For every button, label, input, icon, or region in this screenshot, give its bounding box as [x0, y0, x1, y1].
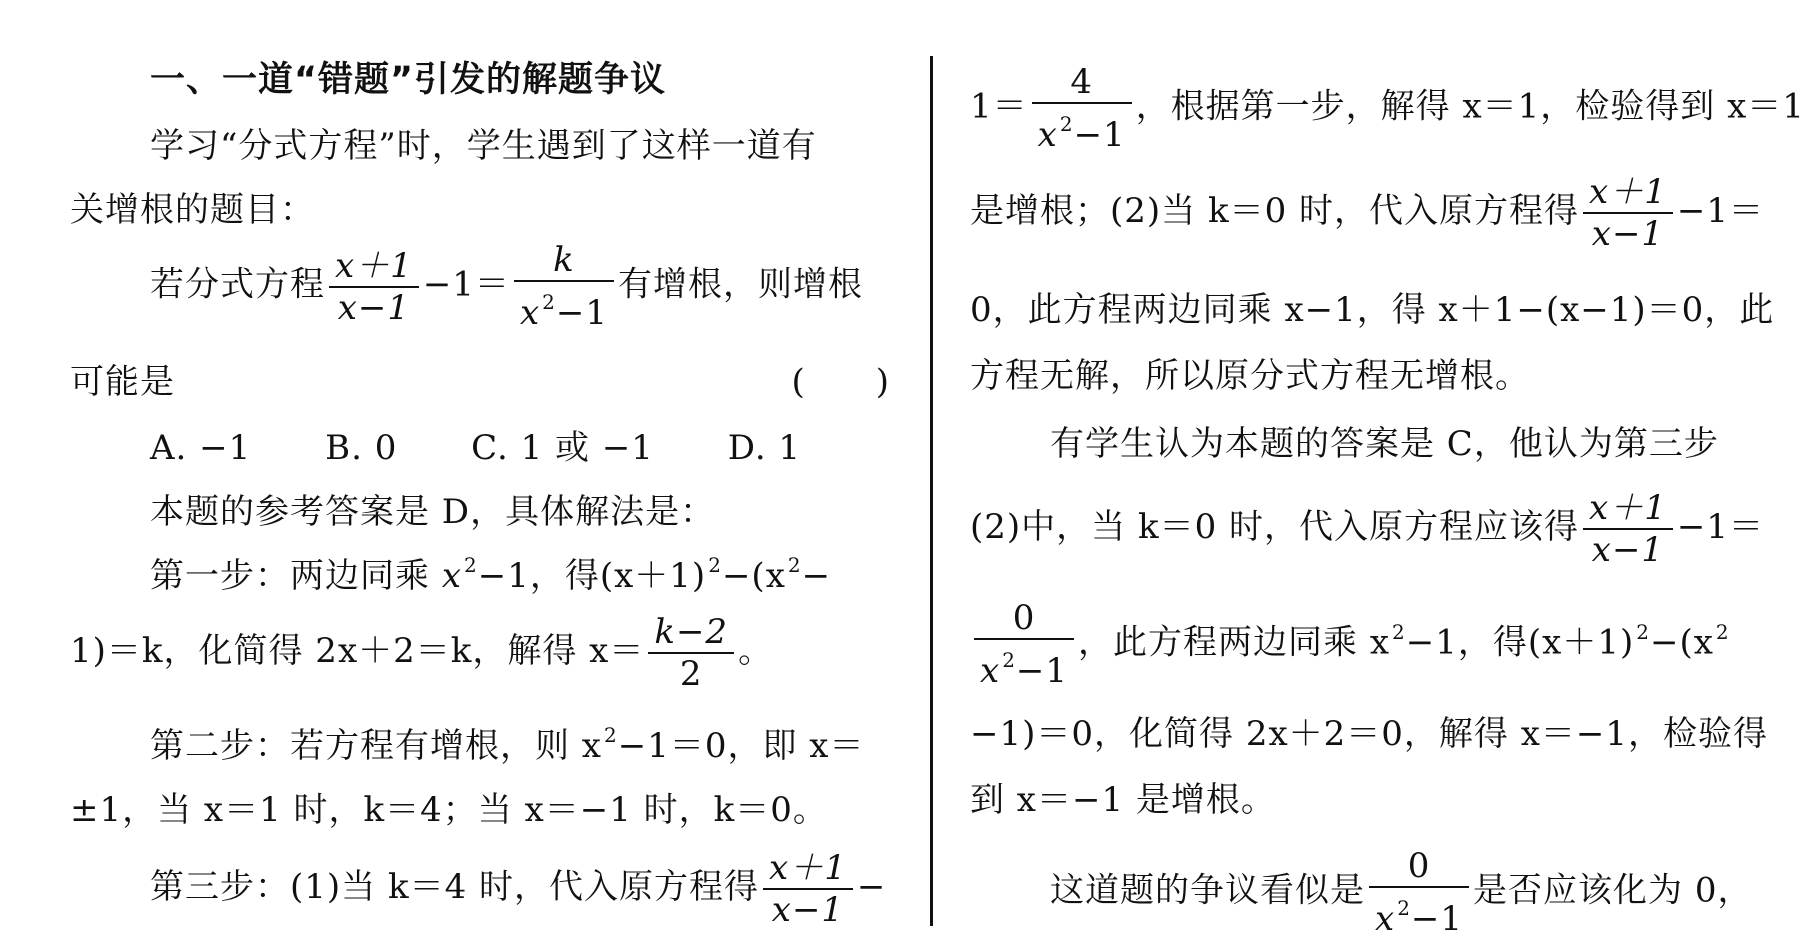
answer-line: 本题的参考答案是 D，具体解法是： — [150, 492, 716, 532]
fraction-xplus1-over-xminus1: $\frac{x+1}{x-1}$ — [329, 246, 419, 328]
option-b: B. 0 — [325, 428, 398, 468]
fraction-0-over-x2minus1: $\frac{0}{x ^2-1}$ — [974, 598, 1074, 691]
step1-line-2: 1)＝k，化简得 2x＋2＝k，解得 x＝ $\frac{k-2}{2}$ 。 — [70, 612, 774, 694]
step3-line-1: 第三步：(1)当 k＝4 时，代入原方程得 $\frac{x+1}{x-1}$ − — [150, 848, 887, 930]
option-d: D. 1 — [727, 428, 802, 468]
fraction-0-over-x2minus1-last: $\frac{0}{x ^2-1}$ — [1369, 846, 1469, 939]
right-line-8: −1)＝0，化简得 2x＋2＝0，解得 x＝−1，检验得 — [970, 714, 1768, 754]
step2-line-2: ±1，当 x＝1 时，k＝4；当 x＝−1 时，k＝0。 — [70, 790, 828, 830]
question-line-2: 可能是 ( ) — [70, 354, 890, 403]
answer-parentheses: ( ) — [791, 362, 890, 402]
right-line-10: 这道题的争议看似是 $\frac{0}{x ^2-1}$ 是否应该化为 0， — [1050, 846, 1753, 939]
right-line-4: 方程无解，所以原分式方程无增根。 — [970, 356, 1530, 396]
right-line-3: 0，此方程两边同乘 x−1，得 x＋1−(x−1)＝0，此 — [970, 290, 1775, 330]
right-line-1: 1＝ $\frac{4}{x ^2-1}$ ，根据第一步，解得 x＝1，检验得到 x＝1 — [970, 62, 1805, 155]
column-divider — [930, 56, 933, 926]
section-title: 一、一道“错题”引发的解题争议 — [150, 60, 667, 100]
right-line-6: (2)中，当 k＝0 时，代入原方程应该得 $\frac{x+1}{x-1}$ −1＝ — [970, 488, 1764, 570]
question-line-1: 若分式方程 $\frac{x+1}{x-1}$ −1＝ $\frac{k}{x ^2-1}$ 有增根，则增根 — [150, 240, 863, 333]
options-row — [150, 420, 863, 469]
step1-line-1: 第一步：两边同乘 x $^2$−1，得(x＋1) $^2$−(x $^2$− — [150, 553, 832, 596]
fraction-xplus1-over-xminus1-step3: $\frac{x+1}{x-1}$ — [763, 848, 853, 930]
right-line-9: 到 x＝−1 是增根。 — [970, 780, 1276, 820]
option-a: A. −1 — [150, 428, 252, 468]
right-line-5: 有学生认为本题的答案是 C，他认为第三步 — [1050, 424, 1719, 464]
fraction-4-over-x2minus1: $\frac{4}{x ^2-1}$ — [1032, 62, 1132, 155]
fraction-xplus1-over-xminus1-right2: $\frac{x+1}{x-1}$ — [1583, 488, 1673, 570]
step2-line-1: 第二步：若方程有增根，则 x $^2$−1＝0，即 x＝ — [150, 723, 865, 766]
fraction-k-over-x2minus1: $\frac{k}{x ^2-1}$ — [514, 240, 614, 333]
right-line-7: $\frac{0}{x ^2-1}$ ，此方程两边同乘 x $^2$−1，得(x＋1) $^2$−(x $^2$ — [970, 598, 1730, 691]
intro-line-1: 学习“分式方程”时，学生遇到了这样一道有 — [150, 126, 817, 166]
fraction-xplus1-over-xminus1-right: $\frac{x+1}{x-1}$ — [1583, 172, 1673, 254]
option-c: C. 1 或 −1 — [471, 428, 654, 468]
fraction-kminus2-over-2: $\frac{k-2}{2}$ — [648, 612, 734, 694]
intro-line-2: 关增根的题目： — [70, 190, 315, 230]
right-line-2: 是增根；(2)当 k＝0 时，代入原方程得 $\frac{x+1}{x-1}$ −1＝ — [970, 172, 1764, 254]
